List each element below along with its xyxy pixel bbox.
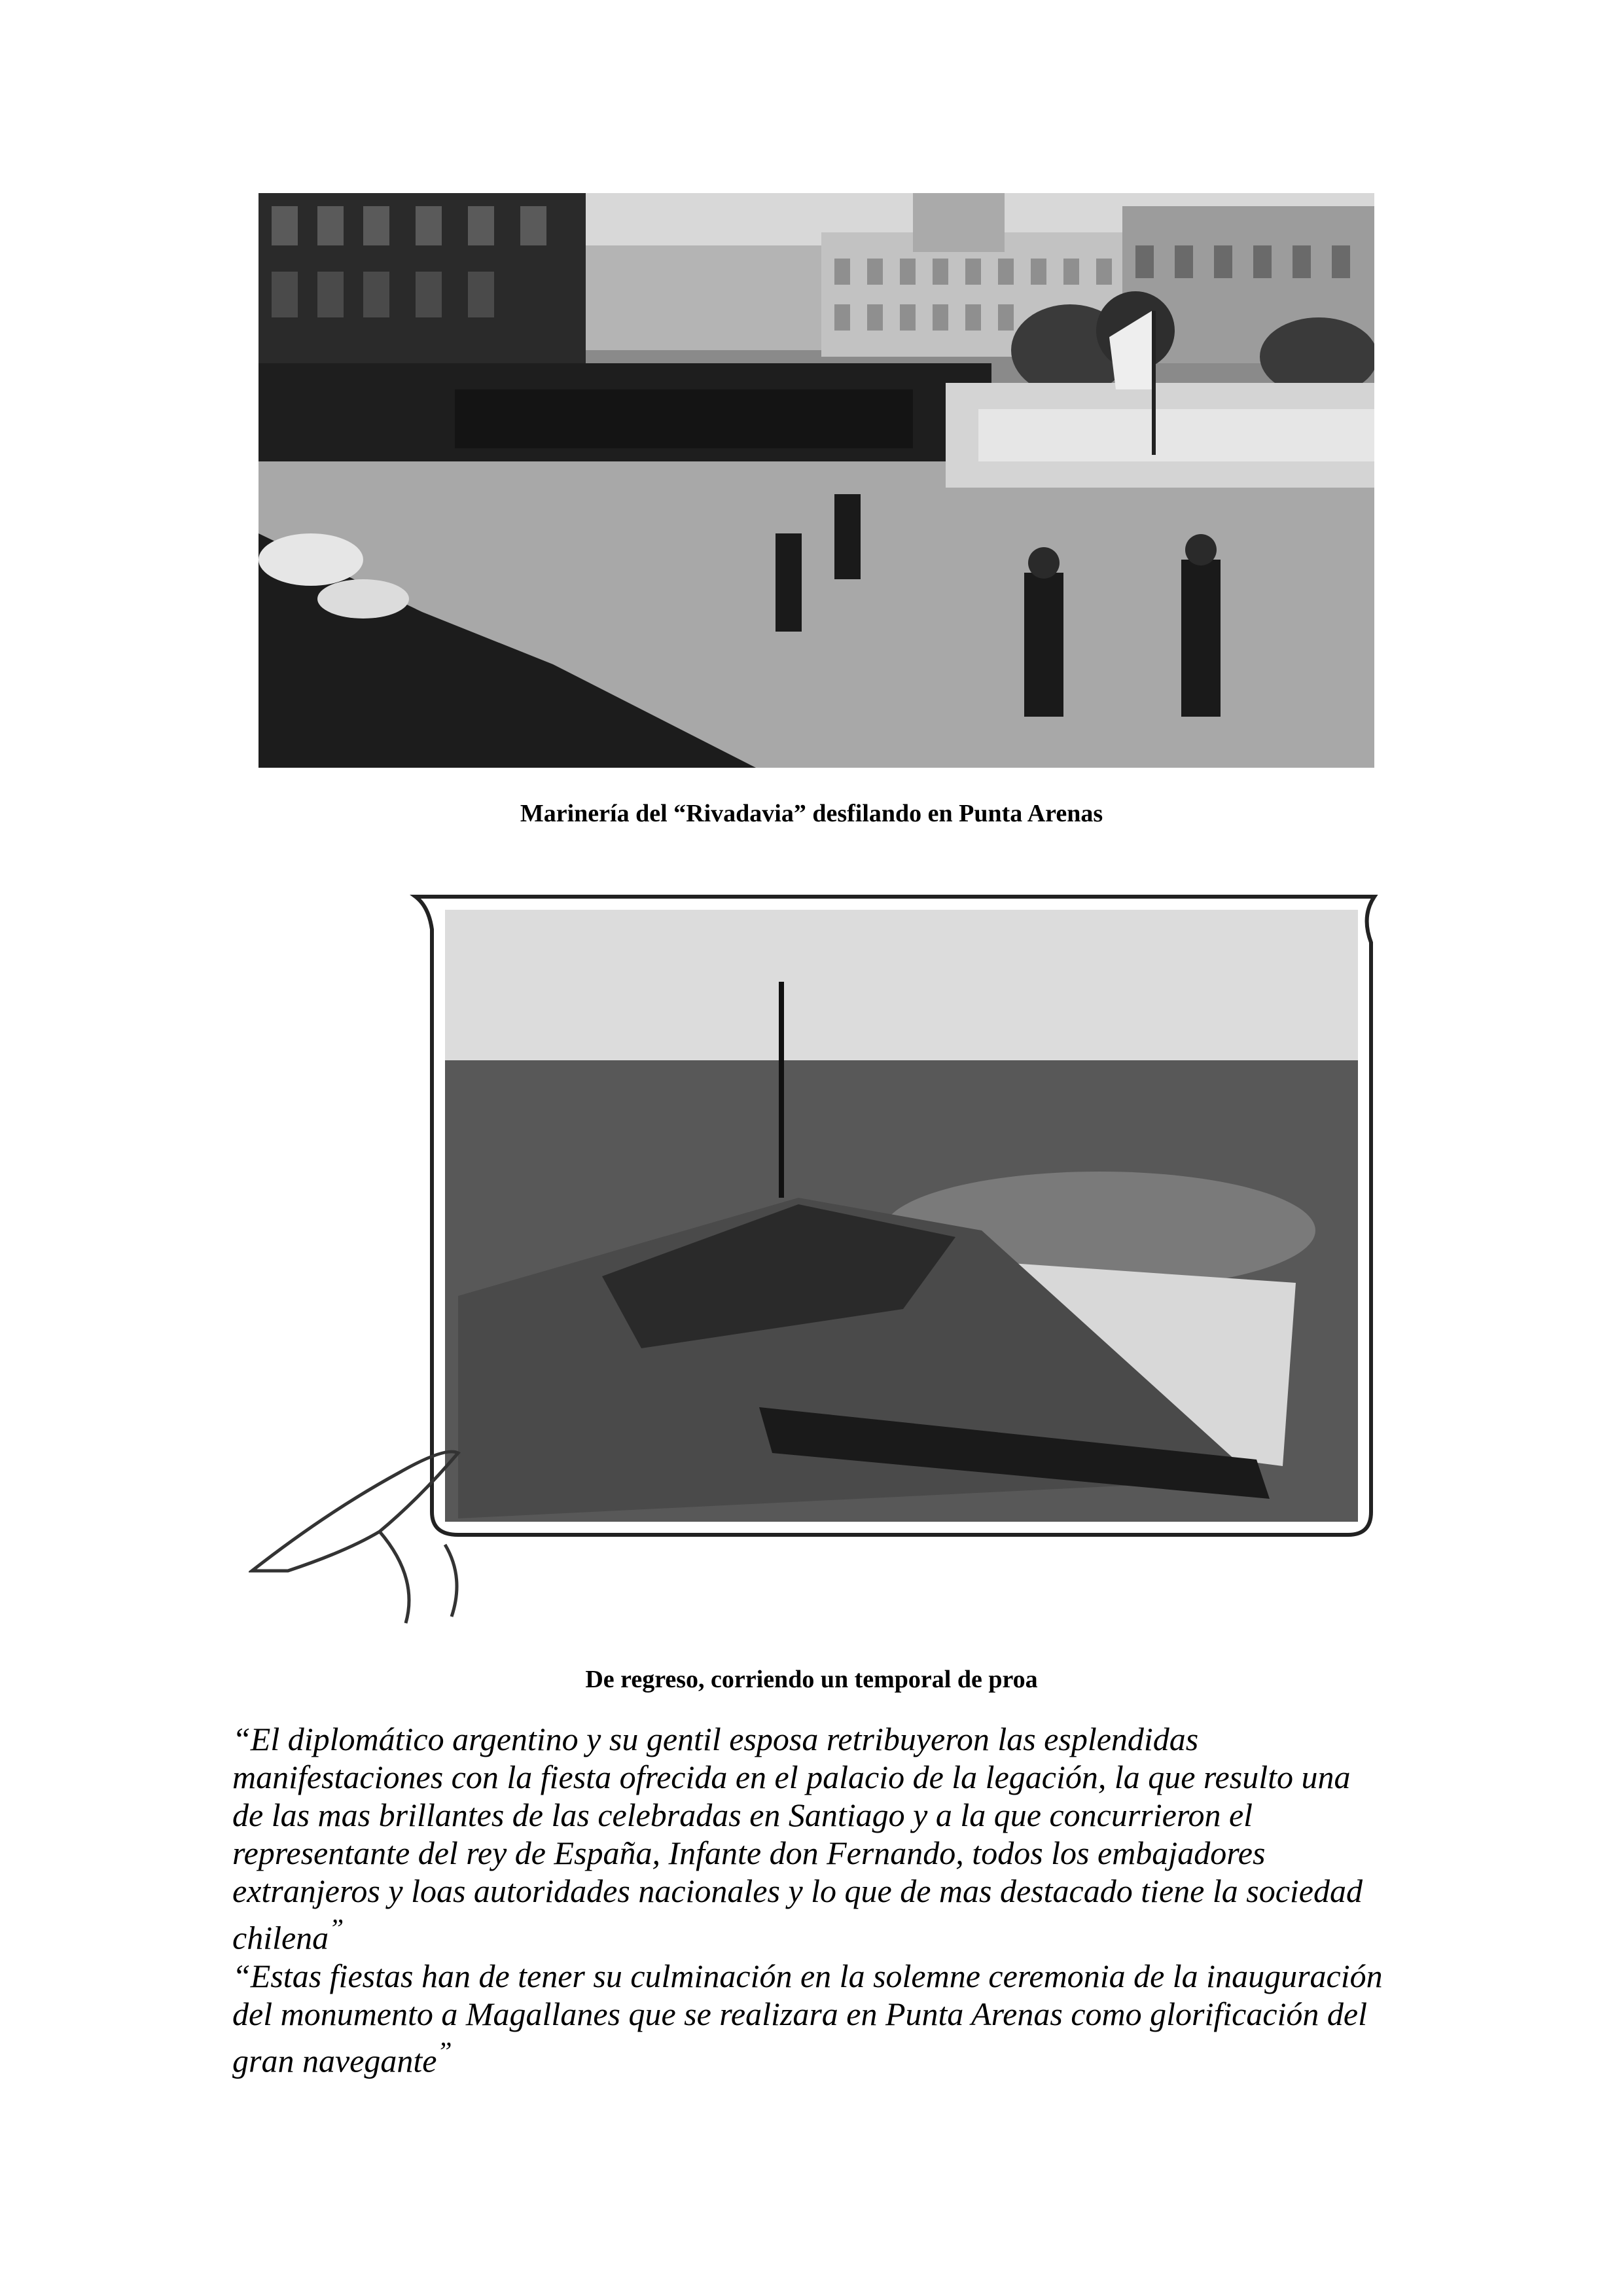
quote-line: gran navegante [232, 2042, 437, 2079]
warship-bow-caption: De regreso, corriendo un temporal de proa [585, 1666, 1038, 1693]
quote-line: chilena [232, 1919, 329, 1956]
quote-line: representante del rey de España, Infante don Fernando, todos los embajadores [232, 1835, 1266, 1871]
quote-1 [232, 1720, 1410, 1957]
quote-2 [232, 1957, 1410, 2080]
quote-line: manifestaciones con la fiesta ofrecida en el palacio de la legación, la que resulto una [232, 1759, 1351, 1795]
parade-photo [259, 193, 1374, 768]
quote-line: “Estas fiestas han de tener su culminación en la solemne ceremonia de la inauguración [232, 1957, 1383, 1994]
quote-line: “El diplomático argentino y su gentil esposa retribuyeron las esplendidas [232, 1721, 1199, 1757]
warship-bow-photo [249, 890, 1384, 1633]
quote-line: de las mas brillantes de las celebradas en Santiago y a la que concurrieron el [232, 1797, 1253, 1833]
quote-line: del monumento a Magallanes que se realizara en Punta Arenas como glorificación del [232, 1995, 1368, 2032]
quotes [232, 1720, 1410, 2079]
quote-line: extranjeros y loas autoridades nacionales y lo que de mas destacado tiene la sociedad [232, 1873, 1363, 1909]
parade-caption: Marinería del “Rivadavia” desfilando en Punta Arenas [520, 800, 1103, 827]
closing-quote-mark: ” [329, 1914, 344, 1944]
closing-quote-mark: ” [437, 2036, 452, 2067]
